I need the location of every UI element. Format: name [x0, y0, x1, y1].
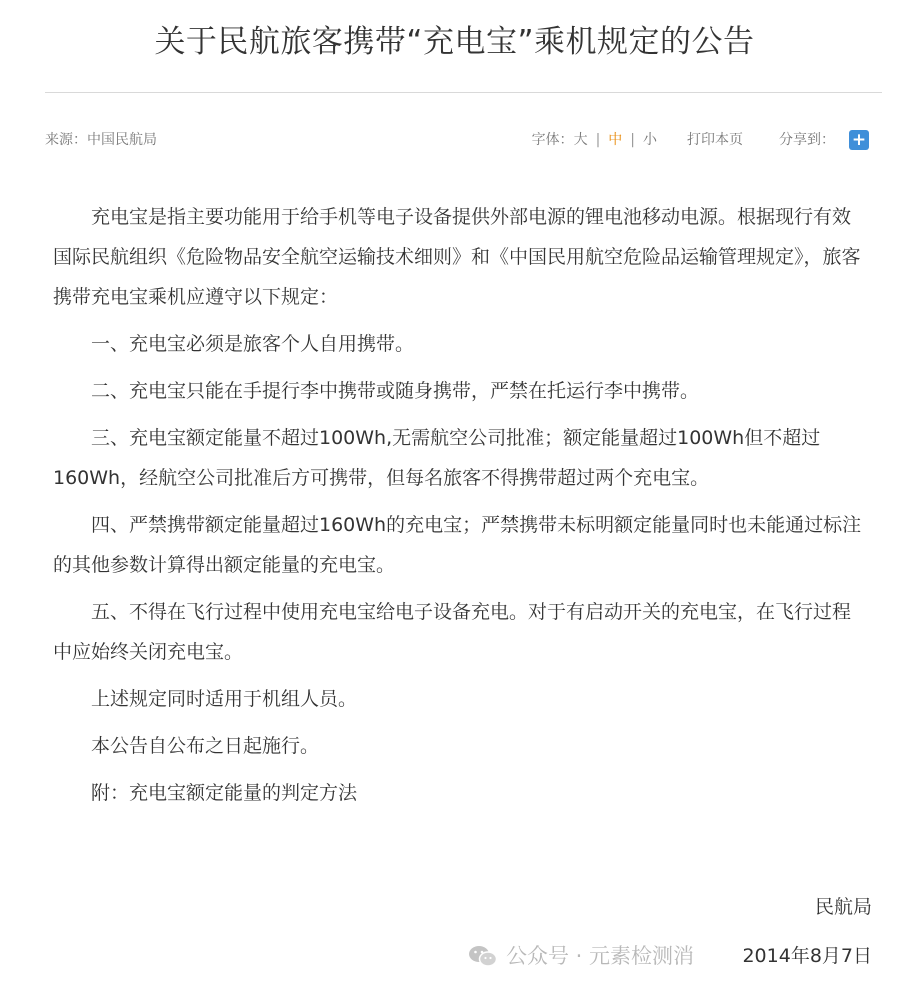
share-label: 分享到：: [779, 132, 835, 148]
font-size-large[interactable]: 大: [573, 132, 588, 148]
article-source: 来源：中国民航局: [45, 132, 157, 148]
paragraph-rule-4: 四、严禁携带额定能量超过160Wh的充电宝；严禁携带未标明额定能量同时也未能通过标注的其他参数计算得出额定能量的充电宝。: [53, 514, 862, 576]
share-plus-icon[interactable]: +: [849, 130, 869, 150]
paragraph-crew: 上述规定同时适用于机组人员。: [91, 688, 358, 710]
wechat-icon: [468, 944, 498, 968]
paragraph-attachment: 附：充电宝额定能量的判定方法: [91, 782, 358, 804]
font-size-label: 字体：: [531, 132, 574, 148]
paragraph-rule-1: 一、充电宝必须是旅客个人自用携带。: [91, 333, 415, 355]
paragraph-intro: 充电宝是指主要功能用于给手机等电子设备提供外部电源的锂电池移动电源。根据现行有效国际民航组织《危险物品安全航空运输技术细则》和《中国民用航空危险品运输管理规定》，旅客携带充电宝乘机应遵守以下规定：: [53, 206, 861, 308]
watermark: [468, 940, 694, 972]
paragraph-effective: 本公告自公布之日起施行。: [91, 735, 320, 757]
signature-org: 民航局: [814, 896, 872, 918]
watermark-text: 公众号 · 元素检测消: [506, 944, 695, 968]
font-size-small[interactable]: 小: [643, 132, 657, 148]
article-body: [53, 197, 863, 820]
title-divider: [45, 92, 882, 93]
separator: |: [595, 132, 601, 148]
font-size-medium[interactable]: 中: [608, 132, 623, 148]
separator: |: [630, 132, 635, 148]
paragraph-rule-3: 三、充电宝额定能量不超过100Wh,无需航空公司批准；额定能量超过100Wh但不超过160Wh，经航空公司批准后方可携带，但每名旅客不得携带超过两个充电宝。: [53, 427, 821, 489]
paragraph-rule-2: 二、充电宝只能在手提行李中携带或随身携带，严禁在托运行李中携带。: [91, 380, 700, 402]
paragraph-rule-5: 五、不得在飞行过程中使用充电宝给电子设备充电。对于有启动开关的充电宝，在飞行过程中应始终关闭充电宝。: [53, 601, 852, 663]
signature-date: 2014年8月7日: [742, 945, 872, 967]
print-page-link[interactable]: 打印本页: [687, 132, 743, 148]
article-toolbar: [532, 128, 869, 152]
article-title: 关于民航旅客携带“充电宝”乘机规定的公告: [154, 24, 755, 60]
